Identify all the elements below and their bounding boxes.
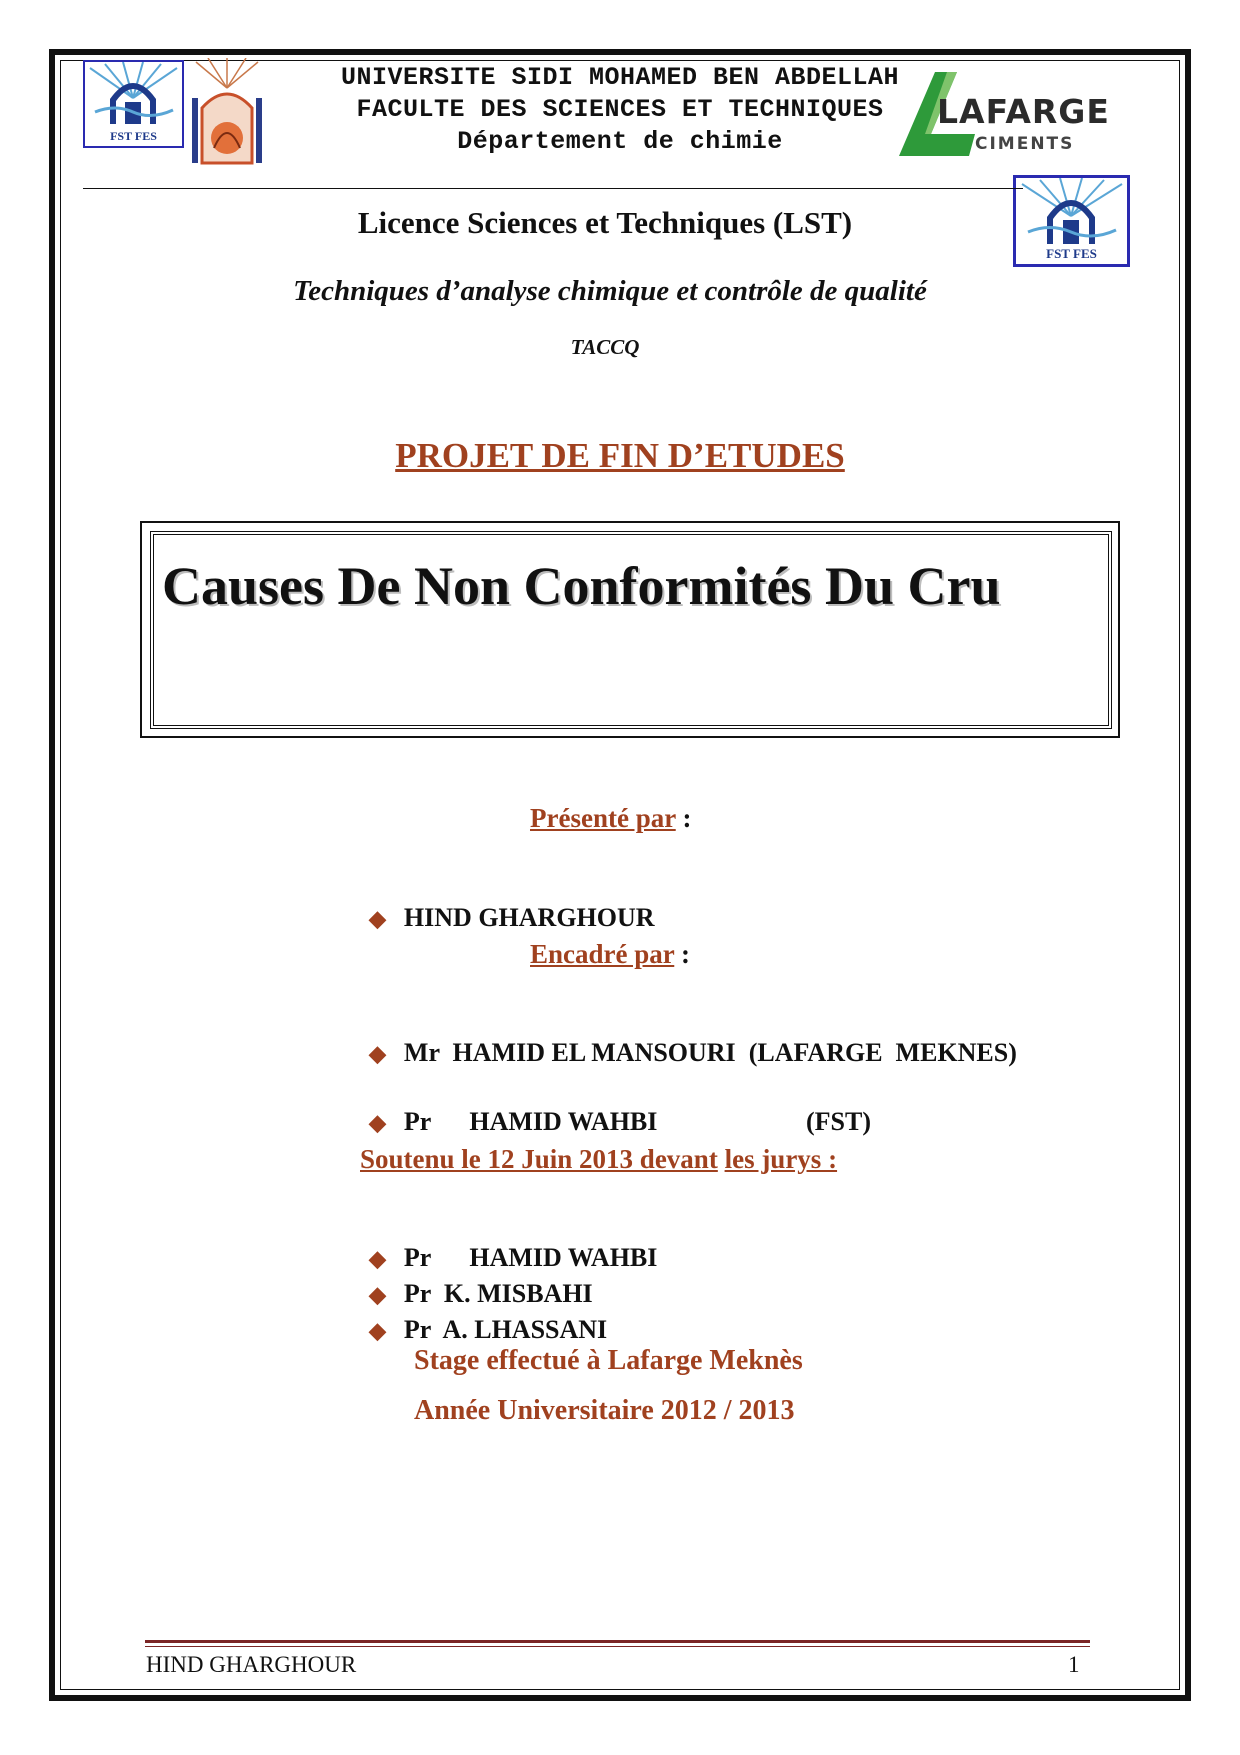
presented-by-colon: : — [675, 803, 692, 833]
supervised-by-colon: : — [674, 939, 691, 969]
lafarge-logo — [895, 72, 1125, 162]
supervisor-org: (LAFARGE MEKNES) — [748, 1038, 1017, 1067]
student-name: HIND GHARGHOUR — [403, 903, 655, 932]
page-number: 1 — [1068, 1652, 1080, 1677]
presented-by-label — [530, 803, 691, 834]
diamond-bullet-icon: ◆ — [369, 1041, 386, 1066]
diamond-bullet-icon: ◆ — [369, 906, 386, 931]
diamond-bullet-icon: ◆ — [369, 1318, 386, 1343]
jury-name: HAMID WAHBI — [469, 1243, 658, 1272]
thesis-title: Causes De Non Conformités Du Cru — [162, 556, 1001, 616]
jury-name: K. MISBAHI — [443, 1279, 593, 1308]
jury-title: Pr — [403, 1243, 432, 1272]
defense-jury-text: les jurys : — [724, 1144, 838, 1174]
department-name: Département de chimie — [457, 127, 783, 156]
fst-fes-logo-left — [83, 60, 184, 148]
lafarge-wordmark: LAFARGE — [937, 92, 1110, 131]
fst-fes-logo-right — [1013, 175, 1130, 267]
defense-date-text: Soutenu le 12 Juin 2013 devant — [360, 1144, 718, 1174]
supervisor-item — [356, 1008, 1096, 1068]
jury-item — [356, 1285, 607, 1345]
faculty-name: FACULTE DES SCIENCES ET TECHNIQUES — [356, 95, 884, 124]
supervisor-name: HAMID WAHBI — [469, 1107, 658, 1136]
fst-logo-caption: FST FES — [110, 129, 157, 143]
supervisor-item — [356, 1077, 1096, 1137]
supervisor-title: Mr — [403, 1038, 440, 1067]
defense-label — [360, 1144, 837, 1175]
degree-title: Licence Sciences et Techniques (LST) — [357, 205, 853, 240]
supervised-by-label — [530, 939, 690, 970]
academic-year: Année Universitaire 2012 / 2013 — [414, 1395, 795, 1426]
supervisor-name: HAMID EL MANSOURI — [452, 1038, 736, 1067]
presented-by-text: Présenté par — [530, 803, 676, 833]
footer-author: HIND GHARGHOUR — [146, 1652, 357, 1677]
track-title: Techniques d’analyse chimique et contrôle de qualité — [293, 275, 927, 307]
jury-name: A. LHASSANI — [442, 1315, 608, 1344]
lafarge-subtitle: CIMENTS — [975, 134, 1075, 154]
university-name: UNIVERSITE SIDI MOHAMED BEN ABDELLAH — [340, 63, 900, 92]
presented-by-item — [356, 873, 655, 933]
internship-location: Stage effectué à Lafarge Meknès — [414, 1345, 803, 1376]
footer-divider — [145, 1640, 1090, 1643]
diamond-bullet-icon: ◆ — [369, 1246, 386, 1271]
jury-title: Pr — [403, 1315, 431, 1344]
diamond-bullet-icon: ◆ — [369, 1282, 386, 1307]
track-acronym: TACCQ — [570, 335, 640, 359]
supervised-by-text: Encadré par — [530, 939, 675, 969]
supervisor-org: (FST) — [806, 1107, 871, 1136]
project-label: PROJET DE FIN D’ETUDES — [395, 436, 845, 475]
fst-logo-caption-right: FST FES — [1046, 246, 1097, 261]
footer-divider-thin — [145, 1646, 1090, 1647]
jury-title: Pr — [403, 1279, 431, 1308]
header-divider — [83, 188, 1023, 189]
university-header — [330, 62, 910, 158]
diamond-bullet-icon: ◆ — [369, 1110, 386, 1135]
university-crest-logo — [188, 58, 266, 168]
supervisor-title: Pr — [403, 1107, 432, 1136]
